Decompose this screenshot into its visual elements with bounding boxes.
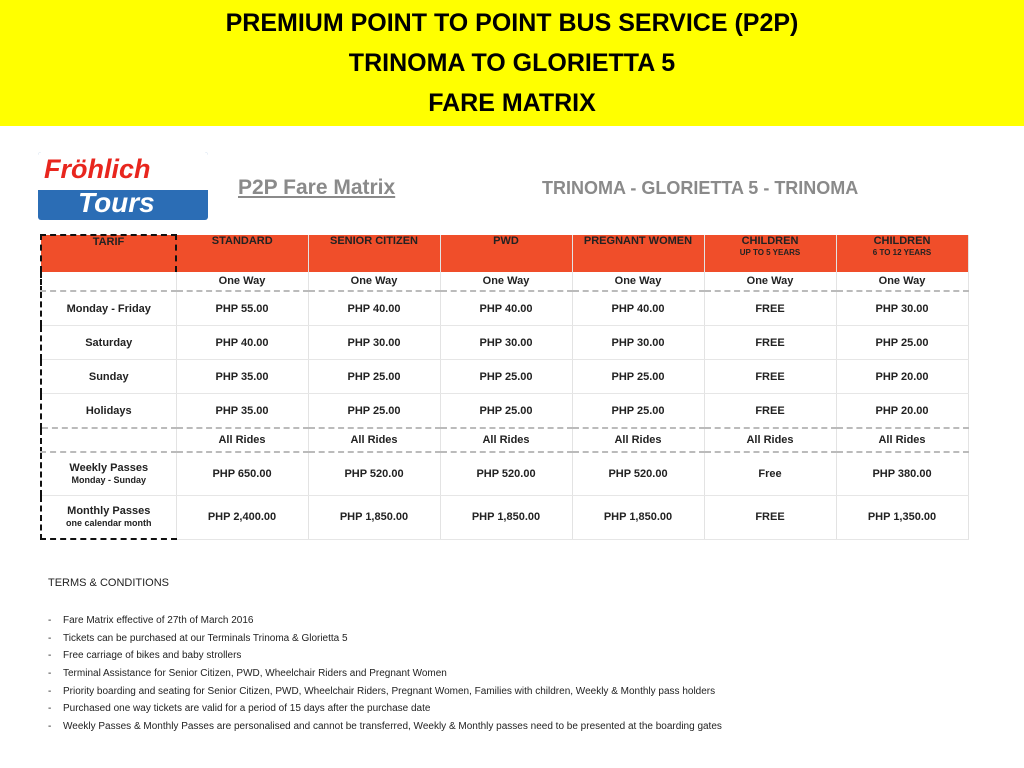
pass-label: Monthly Passes [67, 505, 151, 517]
one-way-label: One Way [704, 272, 836, 291]
fare-cell: PHP 40.00 [308, 291, 440, 326]
table-header-row [41, 235, 968, 272]
list-item [48, 665, 722, 683]
fare-cell: PHP 20.00 [836, 360, 968, 394]
fare-cell: PHP 520.00 [572, 452, 704, 496]
pass-sublabel: Monday - Sunday [71, 475, 146, 485]
header-tarif: TARIF [41, 235, 176, 272]
doc-title: P2P Fare Matrix [238, 176, 396, 199]
logo-text-bottom: Tours [78, 187, 155, 218]
all-rides-label: All Rides [572, 428, 704, 452]
fare-cell: FREE [704, 360, 836, 394]
table-row [41, 394, 968, 429]
header-children-up-to-5: CHILDREN UP TO 5 YEARS [704, 235, 836, 272]
header-standard: STANDARD [176, 235, 308, 272]
fare-cell: PHP 650.00 [176, 452, 308, 496]
title-banner [0, 0, 1024, 126]
pass-label: Weekly Passes [69, 462, 149, 474]
fare-cell: PHP 25.00 [572, 360, 704, 394]
fare-cell: PHP 25.00 [440, 394, 572, 429]
all-rides-row [41, 428, 968, 452]
table-cell [41, 428, 176, 452]
fare-cell: PHP 1,350.00 [836, 496, 968, 540]
fare-cell: PHP 1,850.00 [572, 496, 704, 540]
fare-cell: FREE [704, 496, 836, 540]
row-label [41, 452, 176, 496]
all-rides-label: All Rides [176, 428, 308, 452]
fare-cell: PHP 30.00 [440, 326, 572, 360]
one-way-label: One Way [572, 272, 704, 291]
term-text: Terminal Assistance for Senior Citizen, PWD, Wheelchair Riders and Pregnant Women [63, 668, 447, 680]
one-way-row [41, 272, 968, 291]
table-row [41, 291, 968, 326]
fare-cell: PHP 35.00 [176, 360, 308, 394]
terms-list [48, 612, 722, 736]
fare-cell: PHP 30.00 [572, 326, 704, 360]
fare-cell: PHP 40.00 [440, 291, 572, 326]
fare-cell: PHP 25.00 [572, 394, 704, 429]
bullet-dash: - [48, 632, 52, 644]
one-way-label: One Way [440, 272, 572, 291]
header-children-6-to-12: CHILDREN 6 TO 12 YEARS [836, 235, 968, 272]
row-label [41, 496, 176, 540]
fare-table [40, 234, 969, 540]
header-sub: UP TO 5 YEARS [739, 248, 801, 257]
term-text: Free carriage of bikes and baby strollers [63, 650, 242, 662]
bullet-dash: - [48, 668, 52, 680]
list-item [48, 612, 722, 630]
table-row [41, 496, 968, 540]
fare-cell: PHP 20.00 [836, 394, 968, 429]
banner-line-1: PREMIUM POINT TO POINT BUS SERVICE (P2P) [225, 9, 799, 37]
term-text: Fare Matrix effective of 27th of March 2016 [63, 615, 254, 626]
bullet-dash: - [48, 615, 52, 626]
fare-cell: PHP 25.00 [308, 394, 440, 429]
term-text: Purchased one way tickets are valid for a period of 15 days after the purchase date [63, 703, 431, 715]
all-rides-label: All Rides [836, 428, 968, 452]
term-text: Priority boarding and seating for Senior Citizen, PWD, Wheelchair Riders, Pregnant Women, Families with children, Weekly & Monthly pass holders [63, 685, 716, 697]
list-item [48, 718, 722, 736]
one-way-label: One Way [836, 272, 968, 291]
list-item [48, 683, 722, 701]
fare-cell: PHP 1,850.00 [308, 496, 440, 540]
header-sub: 6 TO 12 YEARS [872, 248, 932, 257]
list-item [48, 647, 722, 665]
header-pregnant-women: PREGNANT WOMEN [572, 235, 704, 272]
fare-cell: PHP 2,400.00 [176, 496, 308, 540]
fare-cell: PHP 30.00 [308, 326, 440, 360]
frohlich-tours-logo [38, 152, 208, 220]
term-text: Weekly Passes & Monthly Passes are personalised and cannot be transferred, Weekly & Monthly passes need to be presented at the boarding gates [63, 721, 722, 733]
logo-text-top: Fröhlich [44, 154, 151, 184]
list-item [48, 700, 722, 718]
all-rides-label: All Rides [704, 428, 836, 452]
row-label: Holidays [41, 394, 176, 429]
fare-cell: PHP 1,850.00 [440, 496, 572, 540]
table-cell [41, 272, 176, 291]
fare-cell: PHP 25.00 [308, 360, 440, 394]
term-text: Tickets can be purchased at our Terminals Trinoma & Glorietta 5 [63, 632, 348, 644]
fare-cell: FREE [704, 326, 836, 360]
pass-sublabel: one calendar month [65, 518, 152, 528]
header-pwd: PWD [440, 235, 572, 272]
banner-line-3: FARE MATRIX [428, 89, 596, 117]
table-row [41, 360, 968, 394]
bullet-dash: - [48, 721, 52, 733]
fare-cell: FREE [704, 394, 836, 429]
bullet-dash: - [48, 650, 52, 662]
row-label: Monday - Friday [41, 291, 176, 326]
fare-cell: FREE [704, 291, 836, 326]
fare-cell: PHP 40.00 [176, 326, 308, 360]
banner-line-2: TRINOMA TO GLORIETTA 5 [348, 49, 676, 77]
fare-cell: PHP 25.00 [836, 326, 968, 360]
row-label: Sunday [41, 360, 176, 394]
row-label: Saturday [41, 326, 176, 360]
fare-cell: PHP 520.00 [440, 452, 572, 496]
one-way-label: One Way [176, 272, 308, 291]
fare-cell: PHP 520.00 [308, 452, 440, 496]
bullet-dash: - [48, 703, 52, 715]
fare-cell: PHP 35.00 [176, 394, 308, 429]
table-row [41, 326, 968, 360]
all-rides-label: All Rides [440, 428, 572, 452]
header-senior-citizen: SENIOR CITIZEN [308, 235, 440, 272]
bullet-dash: - [48, 685, 52, 697]
fare-cell: Free [704, 452, 836, 496]
fare-cell: PHP 25.00 [440, 360, 572, 394]
fare-cell: PHP 40.00 [572, 291, 704, 326]
one-way-label: One Way [308, 272, 440, 291]
list-item [48, 630, 722, 648]
terms-heading: TERMS & CONDITIONS [48, 577, 170, 589]
fare-cell: PHP 30.00 [836, 291, 968, 326]
fare-cell: PHP 55.00 [176, 291, 308, 326]
fare-cell: PHP 380.00 [836, 452, 968, 496]
all-rides-label: All Rides [308, 428, 440, 452]
route-title: TRINOMA - GLORIETTA 5 - TRINOMA [542, 178, 859, 198]
table-row [41, 452, 968, 496]
